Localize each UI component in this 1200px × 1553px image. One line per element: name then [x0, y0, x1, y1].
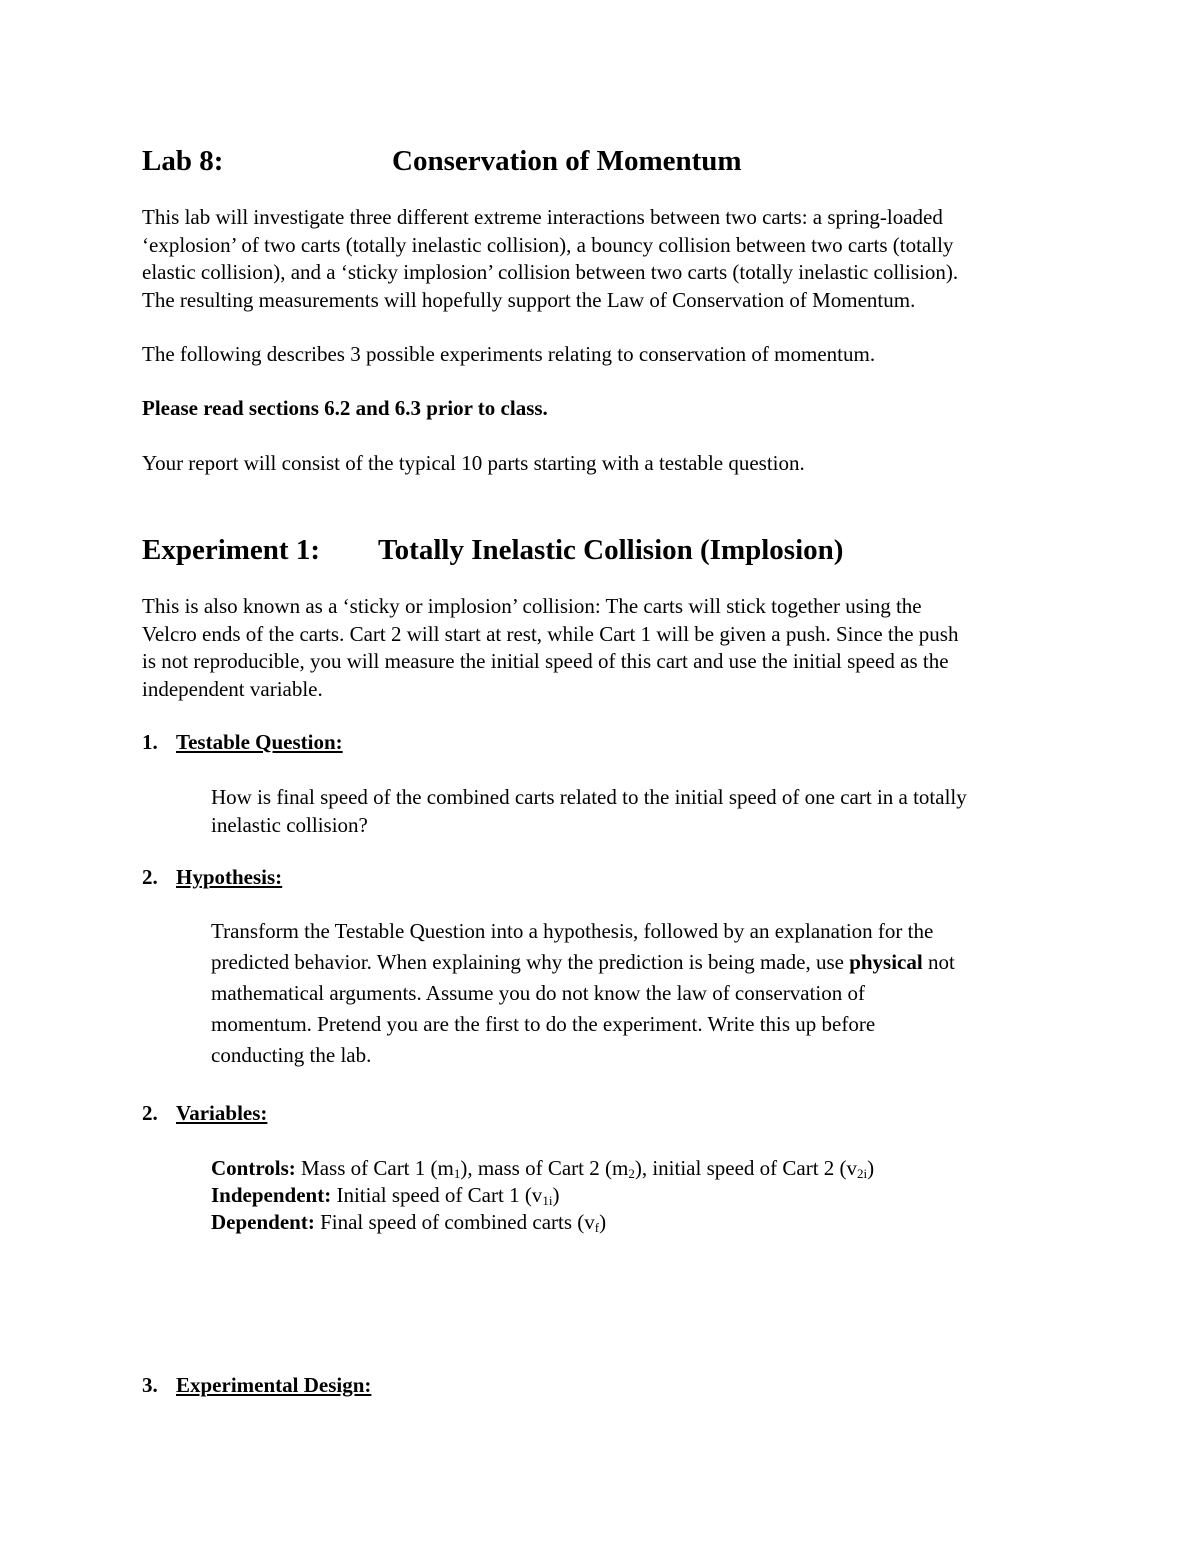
read-notice: Please read sections 6.2 and 6.3 prior to class.: [142, 396, 548, 420]
experiment-description: [142, 593, 958, 703]
page-title: Conservation of Momentum: [392, 145, 742, 177]
intro-line: elastic collision), and a ‘sticky implosion’ collision between two carts (totally inelastic collision).: [142, 260, 959, 284]
controls-line: [211, 1155, 874, 1182]
section-hypothesis: [142, 864, 282, 891]
report-text: Your report will consist of the typical 10 parts starting with a testable question.: [142, 451, 805, 475]
intro-line: The resulting measurements will hopefully support the Law of Conservation of Momentum.: [142, 287, 916, 312]
variables-list: [211, 1155, 874, 1236]
subscript: f: [594, 1220, 600, 1235]
dependent-text: Final speed of combined carts (v: [314, 1210, 595, 1234]
controls-text: Mass of Cart 1 (m: [295, 1156, 454, 1180]
section-variables: [142, 1100, 267, 1127]
hypothesis-line: momentum. Pretend you are the first to do the experiment. Write this up before: [211, 1012, 876, 1036]
section-label: Experimental Design:: [176, 1373, 372, 1397]
subscript: 1: [453, 1166, 461, 1181]
section-label: Testable Question:: [176, 730, 343, 754]
description-line: independent variable.: [142, 676, 323, 701]
emphasis-physical: physical: [849, 950, 923, 974]
independent-label: Independent:: [211, 1183, 332, 1207]
section-number: 3.: [142, 1373, 158, 1397]
controls-label: Controls:: [211, 1156, 296, 1180]
section-label: Hypothesis:: [176, 865, 283, 889]
hypothesis-text-run: not: [922, 950, 955, 974]
independent-line: [211, 1182, 874, 1209]
dependent-label: Dependent:: [211, 1210, 315, 1234]
description-line: is not reproducible, you will measure the initial speed of this cart and use the initial speed as the: [142, 649, 949, 673]
hypothesis-line: mathematical arguments. Assume you do not know the law of conservation of: [211, 981, 865, 1005]
description-line: This is also known as a ‘sticky or implosion’ collision: The carts will stick together using the: [142, 594, 922, 618]
section-testable-question: [142, 729, 343, 756]
hypothesis-line: [211, 947, 955, 978]
section-number: 2.: [142, 1101, 158, 1125]
experiment-label: Experiment 1:: [142, 534, 320, 566]
section-experimental-design: [142, 1372, 371, 1399]
hypothesis-text-run: predicted behavior. When explaining why the prediction is being made, use: [211, 950, 850, 974]
testable-line: How is final speed of the combined carts related to the initial speed of one cart in a totally: [211, 785, 967, 809]
subscript: 2i: [857, 1166, 868, 1181]
testable-question-text: [211, 784, 967, 839]
intro-paragraph: [142, 204, 958, 314]
controls-text: ), mass of Cart 2 (m: [460, 1156, 629, 1180]
independent-text: Initial speed of Cart 1 (v: [331, 1183, 543, 1207]
hypothesis-line: Transform the Testable Question into a hypothesis, followed by an explanation for the: [211, 919, 934, 943]
dependent-line: [211, 1209, 874, 1236]
section-label: Variables:: [176, 1101, 268, 1125]
lab-label: Lab 8:: [142, 145, 224, 177]
subscript: 1i: [542, 1193, 553, 1208]
dependent-text: ): [599, 1210, 607, 1234]
intro-line: This lab will investigate three different extreme interactions between two carts: a spring-loaded: [142, 205, 943, 229]
hypothesis-text: [211, 916, 955, 1071]
hypothesis-line: conducting the lab.: [211, 1043, 372, 1067]
testable-line: inelastic collision?: [211, 812, 368, 837]
subscript: 2: [628, 1166, 635, 1181]
intro-line: ‘explosion’ of two carts (totally inelastic collision), a bouncy collision between two carts (totally: [142, 232, 954, 257]
section-number: 2.: [142, 865, 158, 889]
experiment-title: Totally Inelastic Collision (Implosion): [378, 534, 844, 566]
describes-text: The following describes 3 possible experiments relating to conservation of momentum.: [142, 342, 876, 366]
controls-text: ), initial speed of Cart 2 (v: [634, 1156, 858, 1180]
independent-text: ): [552, 1183, 560, 1207]
description-line: Velcro ends of the carts. Cart 2 will start at rest, while Cart 1 will be given a push. Since the push: [142, 621, 959, 646]
controls-text: ): [867, 1156, 875, 1180]
section-number: 1.: [142, 730, 158, 754]
